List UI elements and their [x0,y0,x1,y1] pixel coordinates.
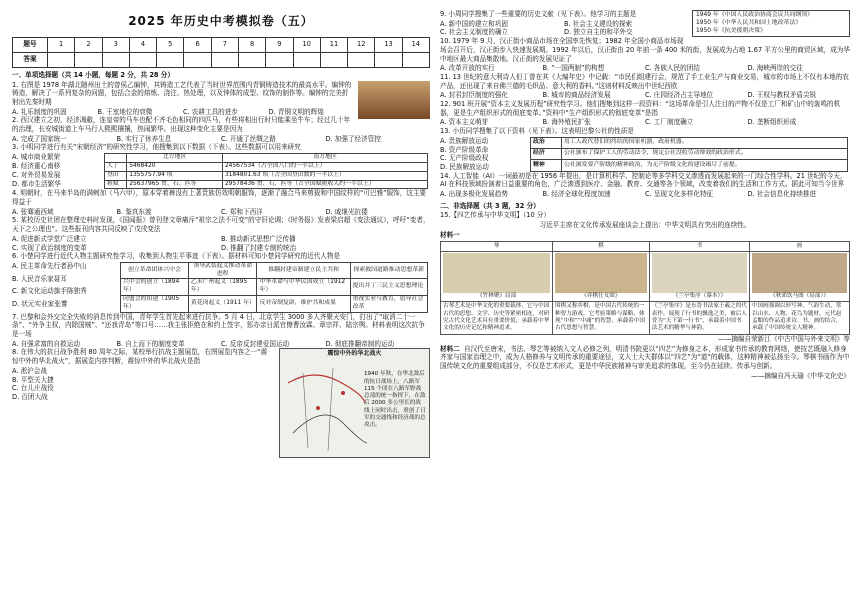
question-number: 7 [211,37,238,52]
table-header: 南方地区 [222,154,427,163]
answer-cell[interactable] [102,52,129,67]
question-2 [12,116,430,143]
answer-cell[interactable] [402,52,429,67]
table-cell: 公社颁发要产阶级的精神政治，为无产阶级文化的建设竭尽了前提。 [562,160,848,171]
table-cell: 黄花岗起义（1911 年） [188,296,257,313]
table-row [531,160,848,171]
option[interactable]: A. 促进新式学堂广泛建立 [12,234,87,243]
question-number: 11 [320,37,347,52]
figure-timeline-table [120,262,428,313]
option[interactable]: D. 加强了经济管控 [325,134,381,143]
question-number: 1 [48,37,75,52]
option[interactable]: D. 垄断组织形成 [747,118,797,127]
table-cell: 3184801.63 顷（占全国垦田数的一半以上） [222,171,427,180]
painting-caption: 《竹林聚》局部 [476,292,517,299]
option[interactable]: B. 推动新式思想广泛传播 [221,234,296,243]
option[interactable]: D. 王权与教权矛盾尖锐 [747,91,817,100]
north-china-war-map [279,348,430,458]
answer-cell[interactable] [320,52,347,67]
material-label: 材料一 [440,230,460,239]
table-row [105,180,428,189]
table-header [105,154,127,163]
calligraphy-thumbnail [652,253,747,293]
option[interactable]: B. 鉴真东渡 [116,207,152,216]
answer-cell[interactable] [129,52,156,67]
table-header: 书 [649,241,749,251]
option[interactable]: C. 庄园经济占主导地位 [645,91,714,100]
question-text: 11. 13 世纪的意大利诗人但丁曾在其《大编年史》中记载：“市民们组建行会，规范了手工业生产与商业交易，城市的市场上不仅有本地的农产品，还出现了来自佛兰德的毛织品、意大利的香料。”这则材料反映出中世纪西欧 [440,72,849,90]
question-1 [12,81,430,117]
table-header: 创立革命团体兴中会 [121,262,189,279]
document-item: 1950 年《中华人民共和国土地改革法》 [696,19,802,26]
option[interactable]: C. 对外贸易发展 [12,171,61,180]
option[interactable]: C. 实现了政治制度的变革 [12,243,87,252]
question-text: 14. 人工智能（AI）一词最初是在 1956 年提出，是计算机科学、控制论等多学科交叉渗透而发展起来的一门综合性学科。21 世纪的今天，AI 在科技领域扮演着日益重要的角色，广泛渗透到医疗、金融、教育、交通等各个领域，改变着我们的生活和工作方式。据此可知当今世界 [440,171,847,189]
table-header: 推翻封建帝制建立民主共和 [257,262,350,279]
answer-cell[interactable] [375,52,402,67]
table-header: 领导武装起义推动革命进程 [188,262,257,279]
option[interactable]: C. 无产阶级政权 [440,154,489,163]
question-text: 12. 901 班开展“资本主义发展历程”研究性学习。他们搜集到这样一段资料：“这场革命是引人注目的产物不仅是工厂和矿山中的轰鸣的机器，更是生产组织形式的彻底变革。”资料中“生产组织形式的彻底变革”是指 [440,100,841,117]
question-number: 3 [102,37,129,52]
document-item: 1950 年《抗美援朝决策》 [696,27,766,34]
question-number: 6 [184,37,211,52]
question-13 [440,127,850,172]
question-text: 1. 右图是 1978 年湖北随州出土的曾侯乙编钟，其铸造工艺代表了当时世界范围内青铜铸造技术的最高水平。编钟的铸造，解决了一系列复杂的问题，包括合金的熔炼、浇注、热处理，以及钟体的成型、纹饰的制作等。编钟的完美折射出先秦时期 [12,80,352,106]
material-source: ——摘编自荣新江《中古中国与外来文明》等 [718,334,850,343]
option[interactable]: D. 彻底推翻帝制的运动 [325,339,395,348]
option[interactable]: D. 海峡两岸的交往 [747,64,803,73]
option[interactable]: B. 社会主义建设的探索 [564,19,633,28]
table-cell: 1355757.94 顷 [127,171,223,180]
question-number: 13 [375,37,402,52]
answer-sheet [12,37,430,68]
map-title: 震惊中外的华北战火 [327,350,382,358]
table-row [121,296,428,313]
question-text: 5. 某校历史社团在整理史料时发现，《国闻报》曾刊登文章痛斥“祖宗之法不可变”的守旧论调；《时务报》发表梁启超《变法通议》，呼吁“变者，天下之公理也”。这些报刊内容共同反映了戊戌变法 [12,216,430,234]
question-10 [440,37,850,73]
option[interactable]: D. 青铜文明的辉煌 [268,107,324,116]
question-3 [12,143,430,189]
option[interactable]: D. 都市生活繁华 [12,180,61,189]
table-row [105,162,428,171]
four-arts-table [440,241,850,335]
paris-commune-table [530,137,848,172]
table-cell: 用工人政代替旧的终结的国家机器，政府机器。 [562,137,848,148]
material-label: 材料二 [440,344,460,353]
option[interactable]: B. 海外殖民扩张 [542,118,591,127]
table-cell: 政治 [531,137,562,148]
answer-cell[interactable] [293,52,320,67]
art-cell [553,251,650,301]
art-description: 中国画强调以形写神、气韵生动，常以山水、人物、花鸟为题材，元代赵孟頫的作品追求诗、书、画的结合，承载了中国传统文人精神。 [749,302,849,335]
question-4 [12,189,430,216]
right-column [440,10,850,381]
option[interactable]: A. 淞沪会战 [12,366,47,375]
option[interactable]: A. 城市商业繁荣 [12,153,61,162]
painting-thumbnail [752,253,847,293]
song-economy-table [104,153,428,189]
question-intro: 习近平主席在文化传承发展座谈会上提出：中华文明具有突出的连续性。 [539,221,751,230]
question-number: 8 [238,37,265,52]
question-text: 8. 在伟大的抗日战争胜利 80 周年之际，某校举行抗战主题展览，右图展览内容之一“震惊中外的华北战火”，据展览内容判断，震惊中外的华北战火是指 [12,348,268,366]
option[interactable]: A. 礼乐制度的巩固 [12,107,67,116]
question-11 [440,73,850,100]
documents-box [692,10,850,37]
answer-cell[interactable] [238,52,265,67]
option[interactable]: B. 自上而下的制度变革 [116,339,185,348]
question-text: 13. 小历同学搜集了以下资料（见下表）。这表明巴黎公社的性质是 [440,127,634,136]
option[interactable]: C. 各族人民的团结 [645,64,700,73]
table-cell: 乙未广州起义（1895 年） [188,279,257,296]
option[interactable]: A. 新中国的建立和巩固 [440,19,508,28]
answer-cell[interactable] [75,52,102,67]
answer-cell[interactable] [48,52,75,67]
answer-cell[interactable] [348,52,375,67]
table-cell: 垦田 [105,171,127,180]
table-cell: 反对帝制复辟，维护共和成果 [257,296,350,313]
answer-sheet-row-label: 答案 [13,52,48,67]
option[interactable]: A. 出现多极化发展趋势 [440,190,508,199]
answer-cell[interactable] [266,52,293,67]
option[interactable]: B. 平型关大捷 [12,375,54,384]
question-text: 3. 小明同学进行有关“宋朝经济”的研究性学习，他搜集到以下数据（下表）。这些数据可以用来研究 [12,143,301,152]
option[interactable]: D. 独立自主的和平外交 [564,28,633,37]
painting-caption: 《秋郊饮马图（局部）》 [770,292,829,299]
option[interactable]: B. “一国两制”的构想 [542,64,605,73]
table-cell: 5468420 [127,162,223,171]
option[interactable]: A. 张骞通西域 [12,207,54,216]
option[interactable]: A. 贵族解放运动 [440,136,489,145]
option[interactable]: C. 呈现文化多样化特征 [645,190,714,199]
document-item: 1949 年《中国人民政治协商会议共同纲领》 [696,12,814,18]
option[interactable]: D. 状元实业家张謇 [12,299,68,308]
option[interactable]: A. 资本主义萌芽 [440,118,489,127]
table-row [121,279,428,296]
question-5 [12,216,430,252]
table-cell: 兴中会的创立（1894 年） [121,279,189,296]
table-cell: 25637965 贯、石、匹等 [127,180,223,189]
art-description: 《兰亭集序》是东晋书法家王羲之的代表作，展现了行书的飘逸之美，被后人誉为“天下第一行书”，承载着中国书法艺术的精华与神韵。 [649,302,749,335]
question-6 [12,252,430,312]
table-header: 棋 [553,241,650,251]
question-text: 9. 小周同学搜集了一些重要的历史文献（见下表）。他学习的主题是 [440,10,637,18]
option[interactable]: C. 新文化运动旗手陈独秀 [12,287,87,296]
option[interactable]: D. 戚继光抗倭 [325,207,368,216]
option[interactable]: C. 台儿庄战役 [12,384,54,393]
painting-thumbnail [555,253,647,293]
option[interactable]: D. 推翻了封建专制的统治 [221,243,297,252]
question-text: 2. 西汉建立之初，经济凋敝，连皇帝的马车也配不齐毛色相同的四匹马，有些将相出行时只能乘坐牛车；经过几十年的治理，长安城街道上车马行人熙熙攘攘，热闹繁华。出现这种变化主要是因为 [12,116,351,134]
answer-cell[interactable] [184,52,211,67]
question-number: 4 [129,37,156,52]
question-number: 10 [293,37,320,52]
question-text: 10. 1979 年 9 月，汉正街小商品市场在全国率先恢复；1982 年全国小商品市场现场会召开后，汉正街步入快速发展期。1992 年以后，汉正街由 20 年前一条 400 米的街，发展成为占地 1.67 平方公里的商贸区域，成为华中地区最大商品集散地。汉正街的发展见证了 [440,37,850,63]
option[interactable]: C. 社会主义制度的确立 [440,28,509,37]
answer-sheet-row-label: 题号 [13,37,48,52]
table-cell: 公社颁布了保护工人的劳动法令，规定公社没收劳动辩效的政治形式。 [562,149,848,160]
question-text: 6. 小楚同学进行近代人物主题研究性学习，收集到人物生平事迹（下表）。据材料可知小楚同学研究的近代人物是 [12,252,341,261]
question-number: 5 [157,37,184,52]
material-source: ——摘编自冯天瑜《中华文化史》 [751,371,850,380]
question-7 [12,313,430,349]
page-title: 2025 年历史中考模拟卷（五） [128,14,314,28]
question-text: 7. 巴黎和会外交完全失败的消息传到中国，青年学生首先起来进行抗争。5 月 4 日，北京学生 3000 多人齐聚天安门，打出了“取消二十一条”、“外争主权，内除国贼”、“还我青岛”等口号……我主张拒绝在和约上签字，惩办亲日派官僚曹汝霖、章宗祥、陆宗舆。材料表明这次抗争是一场 [12,312,425,338]
table-cell: 同盟会的组建（1905 年） [121,296,189,313]
option[interactable]: B. 城市的商品经济发展 [542,91,611,100]
table-cell: 人丁 [105,162,127,171]
table-cell: 29578436 贯、石、匹等（占全国赋税收入约一半以上） [222,180,427,189]
answer-cell[interactable] [157,52,184,67]
table-cell: 精神 [531,160,562,171]
table-cell: 24567534（占全国八口的一半以上） [222,162,427,171]
option[interactable]: A. 民主革命先行者孙中山 [12,261,87,270]
question-number: 14 [402,37,429,52]
art-cell [441,251,553,301]
option[interactable]: A. 完成了国家统一 [12,134,67,143]
painting-thumbnail [443,253,550,293]
option[interactable]: B. 经济重心南移 [12,162,61,171]
table-row [531,149,848,160]
bianzhong-image [358,81,430,119]
option[interactable]: D. 百团大战 [12,392,48,401]
section-heading: 二、非选择题（共 3 题，32 分） [440,201,540,210]
table-row [105,171,428,180]
table-header: 探索救国道路推动思想革新 [350,262,427,279]
painting-caption: 《兰亭集序（摹本）》 [672,292,726,299]
question-number: 9 [266,37,293,52]
map-lines-icon [283,363,369,453]
map-note: 1940 年秋，在华北敌后的抗日战场上，八路军 115 个团在八路军野战总部的统一指挥下，在敌后 2000 多公里长的战线上同时出击，重创了日军的交通线和经济战的总攻击。 [364,371,426,429]
option[interactable]: C. 农耕工具的进步 [183,107,238,116]
question-number: 2 [75,37,102,52]
painting-caption: 《弈棋仕女图》 [581,292,621,299]
option[interactable]: B. 经济全球化程度加速 [542,190,611,199]
table-cell: 租赋 [105,180,127,189]
table-cell: 中华革命与中华民国成立（1912 年） [257,279,350,296]
table-header: 琴 [441,241,553,251]
option[interactable]: C. 工厂制度确立 [645,118,694,127]
option[interactable]: D. 民族解放运动 [440,162,489,171]
table-cell: 重视实业与教育，倡导社会改革 [350,296,427,313]
option[interactable]: B. 王室地位的衰微 [97,107,153,116]
option[interactable]: C. 反帝反封建爱国运动 [221,339,290,348]
art-description: 围棋又称弈棋，是中国古代传统的一种智力游戏，它考验策略与谋略，体现“中和”“中庸”的智慧，承载着中国古代思想与智慧。 [553,302,650,335]
option[interactable]: A. 自强求富的自救运动 [12,339,80,348]
table-row [531,137,848,148]
art-cell [749,251,849,301]
table-header: 北方地区 [127,154,223,163]
table-cell: 经济 [531,149,562,160]
table-cell: 提出并丁三民主义思想理论 [350,279,427,296]
question-8 [12,348,430,458]
option[interactable]: D. 社会信息化持续推进 [747,190,817,199]
question-9 [440,10,850,37]
section-heading: 一、单项选择题（共 14 小题，每题 2 分，共 28 分） [12,70,174,79]
material-text: 自汉代至唐宋，书法、琴艺等被纳入文人必修之列，明清书院更以“四艺”为修身之本，形成家书传承的教育网络，使技艺既融入修身齐家与国家治理之中，成为人格修养与文明传承的重要途径，文人士大夫群体以“四艺”为“道”的载体，这种精神被弘扬至今。琴棋书画作为中国传统文化的重要组成部分，不仅是艺术形式，更是中华民族精神与审美追求的体现，至今仍在延续、传承与创新。 [440,344,850,370]
question-15 [440,211,850,380]
option[interactable]: A. 封君封臣制度的强化 [440,91,508,100]
left-column [12,10,430,458]
question-text: 4. 明朝时，在马来半岛的满剌加（马六甲），原本穿着裤没有上著贵族仿效明朝服饰，逐渐了融合马来剪裁和中国纹样的“可巴雅”服饰，这主要得益于 [12,189,427,206]
option[interactable]: B. 实行了休养生息 [116,134,172,143]
art-description: 古琴艺术是中华文化的重要载体，它与中国古代的思想、文学、历史等紧密相连，对研究古代文化艺术具有重要价值，承载着中华文化的历史记忆和精神追求。 [441,302,553,335]
table-header: 画 [749,241,849,251]
option[interactable]: A. 改革开放的实行 [440,64,495,73]
option[interactable]: C. 郑和下西洋 [221,207,263,216]
question-text: 15.【四艺传承与中华文明】（10 分） [440,211,550,220]
answer-cell[interactable] [211,52,238,67]
question-14 [440,172,850,199]
question-number: 12 [348,37,375,52]
art-cell [649,251,749,301]
option[interactable]: B. 人民音乐家聂耳 [12,274,67,283]
option[interactable]: C. 开通了丝绸之路 [221,134,276,143]
option[interactable]: B. 资产阶级革命 [440,145,489,154]
question-12 [440,100,850,127]
